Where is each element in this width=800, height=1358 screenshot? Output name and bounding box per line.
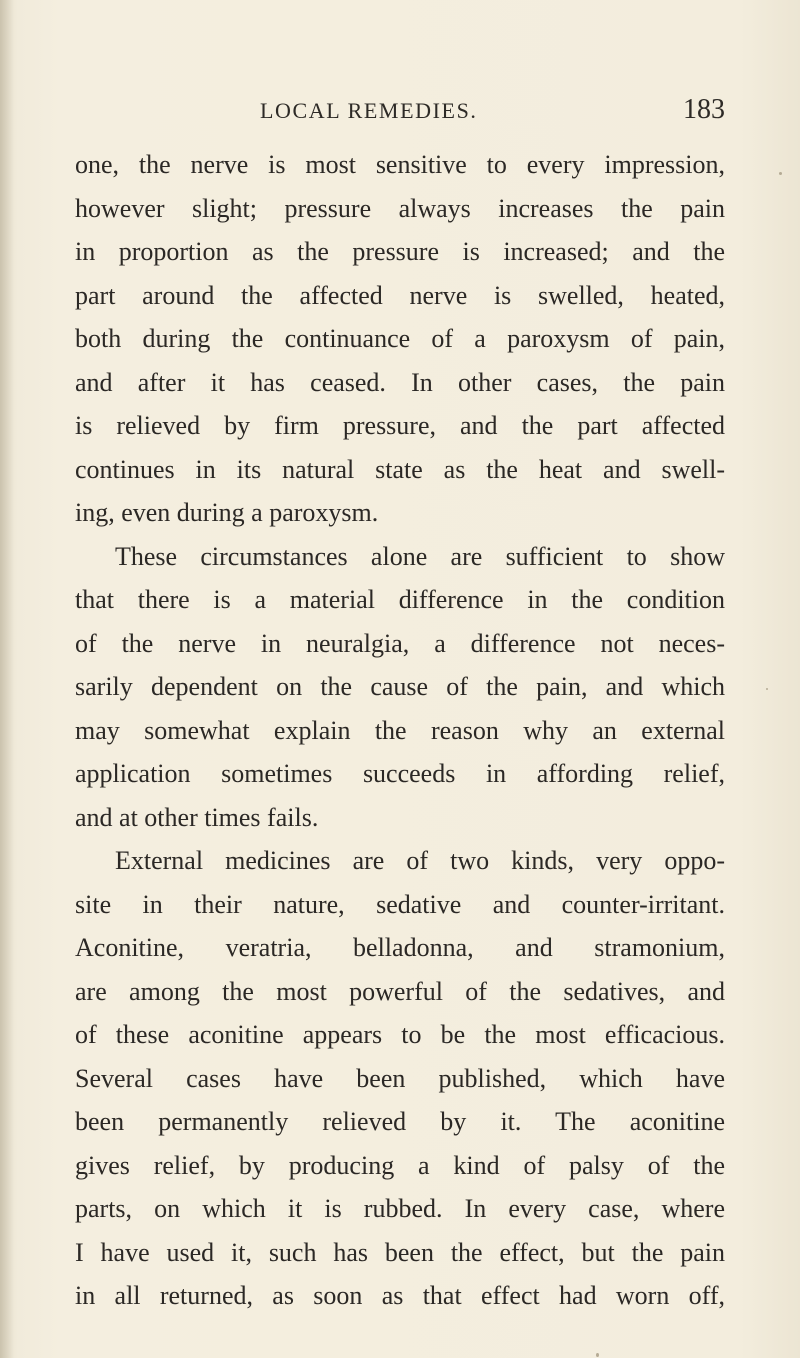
text-line: of the nerve in neuralgia, a difference not neces- (75, 628, 725, 658)
text-line: both during the continuance of a paroxysm of pain, (75, 324, 725, 353)
text-line: however slight; pressure always increases the pain (75, 193, 725, 223)
paper-speck (779, 172, 782, 175)
text-line: ing, even during a paroxysm. (75, 498, 379, 527)
text-line: gives relief, by producing a kind of palsy of the (75, 1150, 725, 1180)
paragraph-start-line: These circumstances alone are sufficient to show (115, 541, 725, 571)
text-line: part around the affected nerve is swelled, heated, (75, 280, 725, 310)
text-line: sarily dependent on the cause of the pain, and which (75, 672, 725, 701)
paper-speck (596, 1353, 599, 1357)
text-line: site in their nature, sedative and counter-irritant. (75, 889, 725, 919)
text-line: may somewhat explain the reason why an external (75, 715, 725, 745)
running-head: LOCAL REMEDIES. (260, 98, 478, 123)
text-line: Aconitine, veratria, belladonna, and stramonium, (75, 933, 725, 962)
text-line: Several cases have been published, which have (75, 1063, 725, 1093)
text-line: of these aconitine appears to be the most efficacious. (75, 1020, 725, 1049)
body-text (75, 143, 725, 1318)
text-line: one, the nerve is most sensitive to every impression, (75, 150, 725, 179)
paragraph-start-line: External medicines are of two kinds, very oppo- (115, 846, 725, 875)
text-line: continues in its natural state as the heat and swell- (75, 454, 725, 484)
text-line: and after it has ceased. In other cases, the pain (75, 367, 725, 397)
text-line: application sometimes succeeds in affording relief, (75, 759, 725, 788)
text-line: I have used it, such has been the effect, but the pain (75, 1237, 725, 1267)
binding-shadow (0, 0, 14, 1358)
text-line: and at other times fails. (75, 802, 319, 832)
text-line: been permanently relieved by it. The aconitine (75, 1107, 725, 1136)
paper-speck (766, 688, 768, 690)
text-line: parts, on which it is rubbed. In every case, where (75, 1194, 725, 1223)
text-line: that there is a material difference in the condition (75, 585, 725, 614)
page-number: 183 (683, 94, 725, 125)
text-line: in all returned, as soon as that effect had worn off, (75, 1281, 725, 1310)
text-line: is relieved by firm pressure, and the part affected (75, 411, 725, 440)
text-line: are among the most powerful of the sedatives, and (75, 976, 725, 1006)
page-header (75, 94, 725, 134)
text-line: in proportion as the pressure is increased; and the (75, 237, 725, 266)
